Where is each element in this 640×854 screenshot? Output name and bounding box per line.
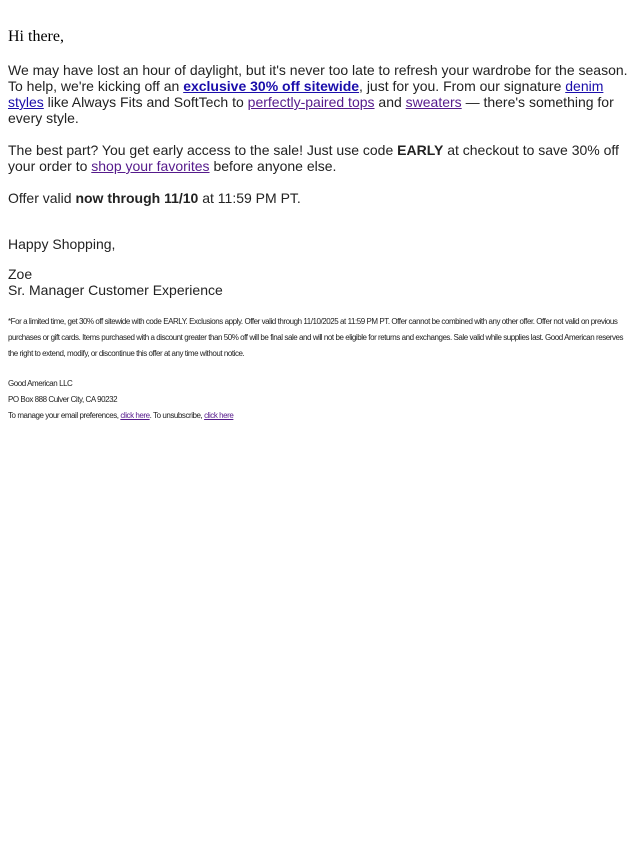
validity-text-2: at 11:59 PM PT.: [198, 190, 301, 206]
company-address: PO Box 888 Culver City, CA 90232: [8, 395, 118, 404]
intro-text-3: like Always Fits and SoftTech to: [43, 94, 248, 110]
promo-code: EARLY: [397, 142, 444, 158]
preferences-text: To manage your email preferences,: [8, 411, 121, 420]
signature-title: Sr. Manager Customer Experience: [8, 282, 223, 298]
validity-paragraph: [8, 190, 632, 206]
closing-line: Happy Shopping,: [8, 236, 116, 252]
preferences-line: [8, 408, 632, 424]
validity-dates: now through 11/10: [75, 190, 199, 206]
intro-text-1: We may have lost an hour of daylight, but it's never too late to refresh your wardrobe for the season. To help, we're kicking off an: [8, 62, 628, 94]
legal-disclaimer: *For a limited time, get 30% off sitewide with code EARLY. Exclusions apply. Offer valid through 11/10/2025 at 11:59 PM PT. Offer cannot be combined with any other offer. Offer not valid on previous purchases or gift cards. Items purchased with a discount greater than 50% off will be final sale and will not be eligible for returns and exchanges. Sale valid while supplies last. Good American reserves the right to extend, modify, or discontinue this offer at any time without notice.: [8, 317, 624, 358]
denim-styles-link[interactable]: denim styles: [8, 78, 604, 110]
intro-text-2: , just for you. From our signature: [359, 78, 566, 94]
manage-preferences-link[interactable]: click here: [120, 411, 150, 420]
early-text-1: The best part? You get early access to the sale! Just use code: [8, 142, 398, 158]
early-access-paragraph: [8, 142, 632, 174]
intro-text-4: and: [374, 94, 406, 110]
sitewide-offer-link[interactable]: exclusive 30% off sitewide: [183, 78, 360, 94]
unsubscribe-link[interactable]: click here: [204, 411, 234, 420]
footer: [8, 376, 632, 424]
early-text-2: at checkout to save 30% off your order to: [8, 142, 619, 174]
intro-paragraph: [8, 62, 632, 126]
sweaters-link[interactable]: sweaters: [405, 94, 462, 110]
signature: [8, 266, 632, 298]
unsubscribe-text: . To unsubscribe,: [149, 411, 205, 420]
early-text-3: before anyone else.: [209, 158, 337, 174]
greeting: Hi there,: [8, 28, 64, 45]
tops-link[interactable]: perfectly-paired tops: [247, 94, 375, 110]
intro-text-5: — there's something for every style.: [8, 94, 614, 126]
company-name: Good American LLC: [8, 379, 73, 388]
shop-favorites-link[interactable]: shop your favorites: [91, 158, 210, 174]
validity-text-1: Offer valid: [8, 190, 76, 206]
signature-name: Zoe: [8, 266, 33, 282]
